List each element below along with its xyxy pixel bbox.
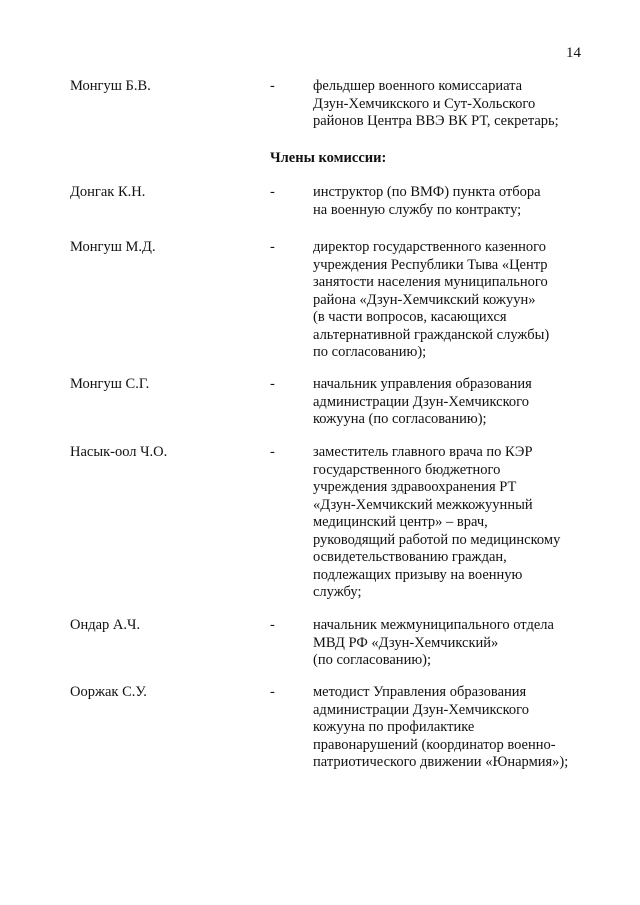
page-number: 14: [566, 45, 581, 61]
description-line: администрации Дзун-Хемчикского: [313, 701, 529, 718]
description-line: МВД РФ «Дзун-Хемчикский»: [313, 634, 499, 651]
entry-dash: -: [270, 184, 275, 200]
description-line: патриотического движении «Юнармия»);: [313, 754, 569, 770]
members-heading: Члены комиссии:: [270, 150, 387, 166]
description-line: начальник управления образования: [313, 376, 532, 392]
description-line: правонарушений (координатор военно-: [313, 736, 556, 753]
description-line: заместитель главного врача по КЭР: [313, 444, 533, 460]
description-line: учреждения Республики Тыва «Центр: [313, 256, 548, 273]
description-line: кожууна по профилактике: [313, 719, 475, 735]
secretary-name: Монгуш Б.В.: [70, 78, 151, 94]
description-line: района «Дзун-Хемчикский кожуун»: [313, 291, 536, 308]
description-line: инструктор (по ВМФ) пункта отбора: [313, 184, 541, 200]
secretary-description: [313, 78, 613, 131]
description-line: администрации Дзун-Хемчикского: [313, 393, 529, 410]
description-line: районов Центра ВВЭ ВК РТ, секретарь;: [313, 113, 559, 129]
description-line: подлежащих призыву на военную: [313, 566, 523, 583]
member-name: Ондар А.Ч.: [70, 617, 141, 633]
entry-dash: -: [270, 444, 275, 460]
description-line: занятости населения муниципального: [313, 274, 548, 290]
description-line: по согласованию);: [313, 344, 427, 360]
description-line: Дзун-Хемчикского и Сут-Хольского: [313, 95, 536, 112]
member-description: [313, 444, 613, 602]
member-name: Донгак К.Н.: [70, 184, 146, 200]
member-description: [313, 239, 613, 362]
description-line: альтернативной гражданской службы): [313, 326, 550, 343]
entry-dash: -: [270, 376, 275, 392]
entry-dash: -: [270, 78, 275, 94]
description-line: «Дзун-Хемчикский межкожуунный: [313, 496, 533, 513]
entry-dash: -: [270, 239, 275, 255]
member-name: Монгуш С.Г.: [70, 376, 150, 392]
member-description: [313, 184, 613, 219]
description-line: фельдшер военного комиссариата: [313, 78, 523, 94]
description-line: (по согласованию);: [313, 652, 432, 668]
description-line: на военную службу по контракту;: [313, 201, 522, 218]
description-line: освидетельствованию граждан,: [313, 549, 507, 565]
member-name: Монгуш М.Д.: [70, 239, 156, 255]
description-line: учреждения здравоохранения РТ: [313, 479, 517, 495]
description-line: (в части вопросов, касающихся: [313, 309, 507, 325]
member-name: Насык-оол Ч.О.: [70, 444, 168, 460]
description-line: руководящий работой по медицинскому: [313, 531, 561, 548]
description-line: методист Управления образования: [313, 684, 527, 700]
entry-dash: -: [270, 617, 275, 633]
member-description: [313, 617, 613, 670]
description-line: службу;: [313, 584, 362, 600]
description-line: кожууна (по согласованию);: [313, 411, 487, 427]
entry-dash: -: [270, 684, 275, 700]
description-line: директор государственного казенного: [313, 239, 547, 255]
description-line: государственного бюджетного: [313, 461, 501, 478]
member-description: [313, 684, 613, 772]
member-description: [313, 376, 613, 429]
description-line: медицинский центр» – врач,: [313, 514, 488, 530]
description-line: начальник межмуниципального отдела: [313, 617, 554, 633]
member-name: Ооржак С.У.: [70, 684, 147, 700]
